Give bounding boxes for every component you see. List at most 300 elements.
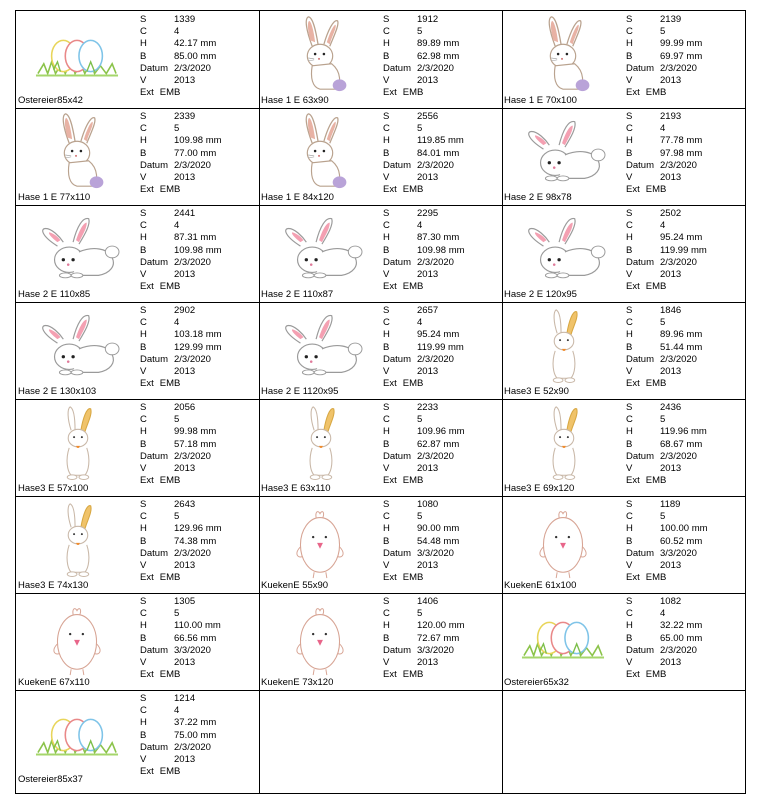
design-name: Hase 1 E 63x90 — [261, 95, 329, 106]
colors-value: 5 — [174, 123, 180, 135]
design-cell[interactable] — [259, 11, 502, 108]
design-cell[interactable] — [502, 593, 745, 690]
version-value: 2013 — [417, 560, 439, 572]
design-cell[interactable] — [16, 302, 259, 399]
colors-label: C — [140, 511, 147, 523]
version-row — [383, 269, 465, 281]
colors-row — [383, 414, 465, 426]
extension-row — [383, 475, 465, 487]
width-label: B — [383, 147, 390, 159]
date-label: Datum — [626, 353, 654, 365]
design-cell[interactable] — [259, 108, 502, 205]
date-label: Datum — [140, 547, 168, 559]
colors-row — [626, 317, 702, 329]
stitches-label: S — [140, 305, 147, 316]
design-cell[interactable] — [502, 11, 745, 108]
stitches-value: 1846 — [660, 305, 682, 316]
colors-value: 4 — [660, 220, 666, 232]
height-label: H — [383, 38, 390, 50]
stitches-value: 2441 — [174, 208, 196, 219]
design-specs — [383, 208, 465, 293]
design-specs — [626, 596, 702, 681]
colors-label: C — [626, 414, 633, 426]
date-row — [626, 645, 702, 657]
design-cell[interactable] — [259, 399, 502, 496]
version-value: 2013 — [174, 269, 196, 281]
date-label: Datum — [383, 450, 411, 462]
extension-row — [383, 378, 464, 390]
standing-bunny-icon — [261, 401, 379, 485]
extension-label: Ext — [626, 669, 640, 681]
date-row — [140, 645, 221, 657]
date-value: 2/3/2020 — [416, 159, 454, 171]
version-value: 2013 — [417, 657, 439, 669]
height-value: 95.24 mm — [660, 232, 703, 244]
height-row — [140, 523, 222, 535]
date-label: Datum — [140, 353, 168, 365]
stitches-label: S — [140, 111, 147, 122]
extension-value: EMB — [159, 281, 181, 293]
version-label: V — [140, 657, 147, 669]
extension-label: Ext — [626, 378, 640, 390]
colors-row — [140, 705, 216, 717]
extension-value: EMB — [645, 669, 667, 681]
width-label: B — [140, 147, 147, 159]
design-specs — [626, 402, 707, 487]
stitches-row — [626, 402, 707, 414]
extension-value: EMB — [402, 281, 424, 293]
date-label: Datum — [626, 644, 654, 656]
height-label: H — [383, 426, 390, 438]
height-row — [626, 38, 702, 50]
stitches-row — [140, 305, 222, 317]
stitches-value: 2556 — [417, 111, 439, 122]
extension-value: EMB — [159, 572, 181, 584]
design-name: KuekenE 61x100 — [504, 580, 577, 591]
colors-label: C — [626, 220, 633, 232]
chick-icon — [261, 595, 379, 679]
design-specs — [383, 111, 464, 196]
extension-row — [383, 87, 459, 99]
colors-value: 4 — [174, 26, 180, 38]
colors-label: C — [140, 220, 147, 232]
design-specs — [140, 402, 216, 487]
standing-bunny-icon — [504, 401, 622, 485]
extension-value: EMB — [159, 378, 181, 390]
design-name: KuekenE 55x90 — [261, 580, 329, 591]
width-row — [626, 439, 707, 451]
date-row — [140, 63, 216, 75]
design-name: Hase 2 E 130x103 — [18, 386, 97, 397]
design-specs — [383, 499, 459, 584]
date-value: 2/3/2020 — [659, 159, 697, 171]
width-row — [626, 245, 707, 257]
stitches-label: S — [140, 499, 147, 510]
height-label: H — [626, 329, 633, 341]
design-specs — [383, 402, 465, 487]
extension-label: Ext — [140, 281, 154, 293]
date-row — [383, 451, 465, 463]
design-specs — [383, 305, 464, 390]
extension-value: EMB — [402, 87, 424, 99]
height-label: H — [626, 620, 633, 632]
design-specs — [383, 14, 459, 99]
colors-value: 4 — [660, 608, 666, 620]
stitches-row — [626, 499, 708, 511]
height-label: H — [140, 717, 147, 729]
height-value: 119.96 mm — [660, 426, 707, 438]
height-row — [626, 620, 702, 632]
version-label: V — [626, 172, 633, 184]
width-row — [383, 148, 464, 160]
version-row — [383, 75, 459, 87]
design-catalog-grid — [15, 10, 746, 794]
version-label: V — [140, 463, 147, 475]
colors-row — [626, 608, 702, 620]
height-row — [140, 232, 222, 244]
height-label: H — [140, 135, 147, 147]
version-row — [140, 754, 216, 766]
height-value: 109.96 mm — [417, 426, 465, 438]
version-value: 2013 — [174, 75, 196, 87]
width-row — [140, 730, 216, 742]
extension-label: Ext — [383, 184, 397, 196]
colors-value: 4 — [417, 220, 423, 232]
design-name: KuekenE 73x120 — [261, 677, 334, 688]
design-cell[interactable] — [502, 302, 745, 399]
design-cell[interactable] — [16, 593, 259, 690]
design-cell[interactable] — [16, 399, 259, 496]
extension-value: EMB — [402, 378, 424, 390]
design-specs — [626, 208, 707, 293]
stitches-label: S — [383, 305, 390, 316]
stitches-label: S — [140, 208, 147, 219]
stitches-value: 2339 — [174, 111, 196, 122]
lying-bunny-icon — [261, 304, 379, 388]
colors-value: 5 — [660, 511, 666, 523]
eggs-icon — [18, 13, 136, 97]
height-row — [140, 426, 216, 438]
stitches-value: 2657 — [417, 305, 439, 316]
design-name: Hase 2 E 110x87 — [261, 289, 334, 300]
width-value: 72.67 mm — [417, 632, 460, 644]
extension-label: Ext — [383, 281, 397, 293]
colors-label: C — [383, 220, 390, 232]
colors-value: 4 — [174, 220, 180, 232]
width-label: B — [140, 438, 147, 450]
design-name: Hase 2 E 1120x95 — [261, 386, 339, 397]
design-specs — [383, 596, 465, 681]
extension-row — [626, 378, 702, 390]
width-row — [140, 342, 222, 354]
date-value: 2/3/2020 — [659, 256, 697, 268]
date-label: Datum — [626, 450, 654, 462]
width-value: 119.99 mm — [417, 341, 464, 353]
colors-value: 4 — [174, 705, 180, 717]
extension-label: Ext — [383, 475, 397, 487]
design-cell[interactable] — [16, 108, 259, 205]
colors-label: C — [383, 608, 390, 620]
extension-row — [383, 184, 464, 196]
stitches-label: S — [383, 111, 390, 122]
chick-icon — [504, 498, 622, 582]
design-cell[interactable] — [502, 108, 745, 205]
height-value: 42.17 mm — [174, 38, 217, 50]
extension-label: Ext — [140, 184, 154, 196]
width-value: 129.99 mm — [174, 341, 222, 353]
design-name: Ostereier65x32 — [504, 677, 569, 688]
date-value: 3/3/2020 — [416, 547, 454, 559]
date-value: 3/3/2020 — [659, 547, 697, 559]
colors-value: 5 — [174, 511, 180, 523]
colors-row — [140, 317, 222, 329]
colors-row — [626, 26, 702, 38]
stitches-value: 1406 — [417, 596, 439, 607]
version-value: 2013 — [417, 172, 439, 184]
date-row — [626, 548, 708, 560]
date-value: 3/3/2020 — [173, 644, 211, 656]
version-value: 2013 — [417, 269, 439, 281]
date-row — [626, 160, 702, 172]
width-value: 74.38 mm — [174, 535, 217, 547]
stitches-label: S — [383, 14, 390, 25]
version-label: V — [140, 172, 147, 184]
stitches-value: 1082 — [660, 596, 682, 607]
version-row — [383, 366, 464, 378]
stitches-value: 2643 — [174, 499, 196, 510]
width-row — [383, 536, 459, 548]
design-specs — [626, 111, 702, 196]
design-specs — [626, 14, 702, 99]
design-cell[interactable] — [259, 593, 502, 690]
eggs-icon — [504, 595, 622, 679]
colors-value: 5 — [417, 608, 423, 620]
version-row — [626, 366, 702, 378]
width-row — [383, 245, 465, 257]
colors-value: 5 — [660, 26, 666, 38]
height-row — [140, 620, 221, 632]
date-row — [626, 257, 707, 269]
design-cell[interactable] — [259, 205, 502, 302]
width-value: 57.18 mm — [174, 438, 217, 450]
stitches-row — [383, 402, 465, 414]
extension-value: EMB — [159, 475, 181, 487]
extension-value: EMB — [159, 184, 181, 196]
extension-label: Ext — [140, 475, 154, 487]
height-row — [626, 426, 707, 438]
colors-row — [383, 123, 464, 135]
colors-label: C — [626, 123, 633, 135]
extension-value: EMB — [645, 475, 667, 487]
date-label: Datum — [626, 159, 654, 171]
width-label: B — [626, 438, 633, 450]
extension-label: Ext — [140, 669, 154, 681]
design-cell[interactable] — [16, 690, 259, 787]
extension-row — [140, 766, 216, 778]
version-value: 2013 — [174, 754, 196, 766]
stitches-value: 2295 — [417, 208, 439, 219]
colors-row — [140, 511, 222, 523]
colors-row — [383, 26, 459, 38]
design-name: Hase3 E 63x110 — [261, 483, 331, 494]
width-row — [140, 633, 221, 645]
design-name: Hase3 E 52x90 — [504, 386, 569, 397]
design-specs — [626, 499, 708, 584]
colors-value: 4 — [417, 317, 423, 329]
date-label: Datum — [626, 62, 654, 74]
height-label: H — [626, 135, 633, 147]
width-value: 51.44 mm — [660, 341, 703, 353]
height-row — [626, 232, 707, 244]
date-row — [383, 548, 459, 560]
version-label: V — [383, 172, 390, 184]
design-specs — [140, 499, 222, 584]
date-row — [626, 451, 707, 463]
design-name: Hase3 E 57x100 — [18, 483, 89, 494]
colors-label: C — [140, 317, 147, 329]
colors-label: C — [140, 414, 147, 426]
date-value: 2/3/2020 — [173, 159, 211, 171]
width-label: B — [383, 438, 390, 450]
height-value: 90.00 mm — [417, 523, 460, 535]
version-row — [383, 657, 465, 669]
design-cell[interactable] — [502, 205, 745, 302]
stitches-row — [140, 596, 221, 608]
width-label: B — [626, 341, 633, 353]
height-row — [383, 329, 464, 341]
stitches-label: S — [626, 499, 633, 510]
version-label: V — [383, 560, 390, 572]
design-cell[interactable] — [502, 496, 745, 593]
width-label: B — [626, 632, 633, 644]
extension-row — [626, 669, 702, 681]
design-cell[interactable] — [16, 11, 259, 108]
width-row — [383, 51, 459, 63]
colors-label: C — [383, 317, 390, 329]
width-value: 60.52 mm — [660, 535, 703, 547]
height-label: H — [626, 426, 633, 438]
extension-label: Ext — [626, 572, 640, 584]
version-value: 2013 — [417, 463, 439, 475]
extension-label: Ext — [383, 669, 397, 681]
height-value: 100.00 mm — [660, 523, 708, 535]
design-cell[interactable] — [502, 399, 745, 496]
sitting-bunny-icon — [261, 110, 379, 194]
extension-row — [140, 184, 222, 196]
stitches-value: 1339 — [174, 14, 196, 25]
lying-bunny-icon — [504, 110, 622, 194]
height-value: 110.00 mm — [174, 620, 221, 632]
extension-label: Ext — [626, 87, 640, 99]
height-value: 37.22 mm — [174, 717, 217, 729]
version-label: V — [626, 75, 633, 87]
height-row — [383, 523, 459, 535]
colors-value: 4 — [660, 123, 666, 135]
design-specs — [140, 208, 222, 293]
colors-row — [140, 123, 222, 135]
width-row — [383, 439, 465, 451]
design-specs — [140, 305, 222, 390]
version-row — [140, 269, 222, 281]
stitches-row — [140, 14, 216, 26]
width-row — [626, 148, 702, 160]
date-value: 2/3/2020 — [659, 353, 697, 365]
width-value: 65.00 mm — [660, 632, 703, 644]
date-row — [383, 63, 459, 75]
extension-row — [140, 572, 222, 584]
version-value: 2013 — [660, 269, 682, 281]
version-row — [140, 560, 222, 572]
width-value: 119.99 mm — [660, 244, 707, 256]
stitches-label: S — [383, 499, 390, 510]
colors-value: 5 — [417, 26, 423, 38]
lying-bunny-icon — [18, 207, 136, 291]
width-label: B — [383, 535, 390, 547]
extension-row — [626, 572, 708, 584]
date-label: Datum — [383, 62, 411, 74]
height-value: 77.78 mm — [660, 135, 703, 147]
stitches-label: S — [626, 14, 633, 25]
width-label: B — [140, 535, 147, 547]
version-row — [626, 560, 708, 572]
version-value: 2013 — [660, 75, 682, 87]
version-value: 2013 — [417, 75, 439, 87]
width-value: 109.98 mm — [174, 244, 222, 256]
stitches-row — [626, 208, 707, 220]
version-row — [626, 269, 707, 281]
date-label: Datum — [140, 62, 168, 74]
colors-value: 5 — [174, 414, 180, 426]
version-row — [140, 463, 216, 475]
design-cell[interactable] — [16, 496, 259, 593]
height-label: H — [140, 426, 147, 438]
design-cell[interactable] — [16, 205, 259, 302]
extension-value: EMB — [402, 669, 424, 681]
date-label: Datum — [383, 644, 411, 656]
stitches-label: S — [626, 111, 633, 122]
height-label: H — [626, 232, 633, 244]
design-cell[interactable] — [259, 302, 502, 399]
stitches-row — [140, 499, 222, 511]
date-label: Datum — [626, 256, 654, 268]
stitches-row — [383, 499, 459, 511]
date-label: Datum — [140, 450, 168, 462]
extension-label: Ext — [140, 766, 154, 778]
colors-value: 5 — [417, 123, 423, 135]
width-label: B — [626, 535, 633, 547]
colors-value: 5 — [660, 414, 666, 426]
width-value: 109.98 mm — [417, 244, 465, 256]
stitches-label: S — [140, 14, 147, 25]
date-label: Datum — [140, 256, 168, 268]
design-name: Hase 1 E 84x120 — [261, 192, 334, 203]
colors-label: C — [383, 511, 390, 523]
width-value: 66.56 mm — [174, 632, 217, 644]
height-label: H — [383, 135, 390, 147]
colors-value: 5 — [417, 511, 423, 523]
width-value: 77.00 mm — [174, 147, 217, 159]
height-label: H — [140, 523, 147, 535]
version-label: V — [626, 657, 633, 669]
stitches-row — [383, 208, 465, 220]
date-value: 2/3/2020 — [416, 450, 454, 462]
version-value: 2013 — [660, 172, 682, 184]
design-cell[interactable] — [259, 496, 502, 593]
width-row — [626, 633, 702, 645]
stitches-row — [626, 596, 702, 608]
colors-label: C — [383, 26, 390, 38]
sitting-bunny-icon — [504, 13, 622, 97]
